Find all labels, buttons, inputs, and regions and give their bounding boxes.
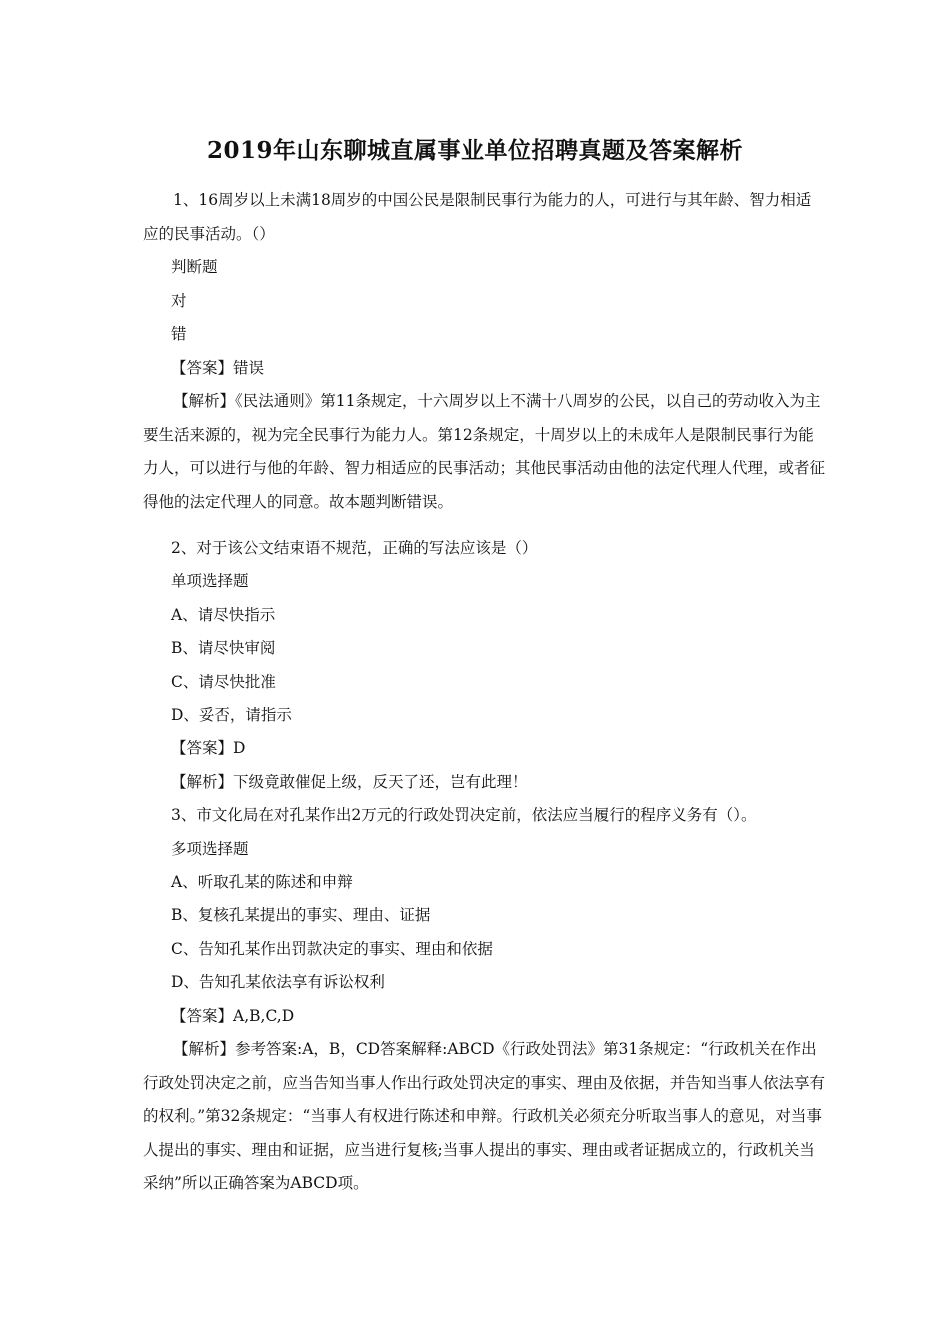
question-2-answer <box>171 732 245 766</box>
question-3-analysis <box>143 1033 826 1201</box>
answer-value: 错误 <box>233 359 265 377</box>
question-3-option-a: A、听取孔某的陈述和申辩 <box>171 873 353 891</box>
question-1-option-true: 对 <box>171 292 187 310</box>
question-3-option-c: C、告知孔某作出罚款决定的事实、理由和依据 <box>171 940 493 958</box>
question-2-stem: 2、对于该公文结束语不规范，正确的写法应该是（） <box>171 539 538 557</box>
question-3-type: 多项选择题 <box>171 840 249 858</box>
question-2-option-d: D、妥否，请指示 <box>171 706 292 724</box>
question-3-option-d: D、告知孔某依法享有诉讼权利 <box>171 973 385 991</box>
question-2-type: 单项选择题 <box>171 572 249 590</box>
analysis-text: 下级竟敢催促上级，反天了还，岂有此理！ <box>233 773 528 791</box>
question-3-option-b: B、复核孔某提出的事实、理由、证据 <box>171 906 431 924</box>
analysis-text: 参考答案:A，B，CD答案解释:ABCD《行政处罚法》第31条规定：“行政机关在作出行政处罚决定之前，应当告知当事人作出行政处罚决定的事实、理由及依据，并告知当事人依法享有的权利。”第32条规定：“当事人有权进行陈述和申辩。行政机关必须充分听取当事人的意见，对当事人提出的事实、理由和证据，应当进行复核;当事人提出的事实、理由或者证据成立的，行政机关当采纳”所以正确答案为ABCD项。 <box>143 1040 826 1192</box>
analysis-label: 【解析】 <box>173 392 236 410</box>
question-1-stem: 1、16周岁以上未满18周岁的中国公民是限制民事行为能力的人，可进行与其年龄、智力相适应的民事活动。（） <box>143 191 812 243</box>
question-1-answer <box>171 352 264 386</box>
question-2-option-b: B、请尽快审阅 <box>171 639 276 657</box>
question-3-stem: 3、市文化局在对孔某作出2万元的行政处罚决定前，依法应当履行的程序义务有（）。 <box>171 806 757 824</box>
question-2-option-c: C、请尽快批准 <box>171 673 276 691</box>
question-2-option-a: A、请尽快指示 <box>171 606 276 624</box>
answer-label: 【答案】 <box>171 1007 234 1025</box>
question-3-answer <box>171 1000 294 1034</box>
question-1-option-false: 错 <box>171 325 187 343</box>
question-1-analysis <box>143 385 826 519</box>
answer-value: D <box>233 739 246 757</box>
analysis-label: 【解析】 <box>171 773 234 791</box>
analysis-label: 【解析】 <box>173 1040 236 1058</box>
answer-label: 【答案】 <box>171 739 234 757</box>
question-1-type: 判断题 <box>171 258 218 276</box>
page-title: 2019年山东聊城直属事业单位招聘真题及答案解析 <box>206 137 743 164</box>
question-2-analysis <box>171 766 528 800</box>
analysis-text: 《民法通则》第11条规定，十六周岁以上不满十八周岁的公民，以自己的劳动收入为主要生活来源的，视为完全民事行为能力人。第12条规定，十周岁以上的未成年人是限制民事行为能力人，可以进行与他的年龄、智力相适应的民事活动；其他民事活动由他的法定代理人代理，或者征得他的法定代理人的同意。故本题判断错误。 <box>143 392 826 511</box>
answer-label: 【答案】 <box>171 359 234 377</box>
answer-value: A,B,C,D <box>233 1007 295 1025</box>
